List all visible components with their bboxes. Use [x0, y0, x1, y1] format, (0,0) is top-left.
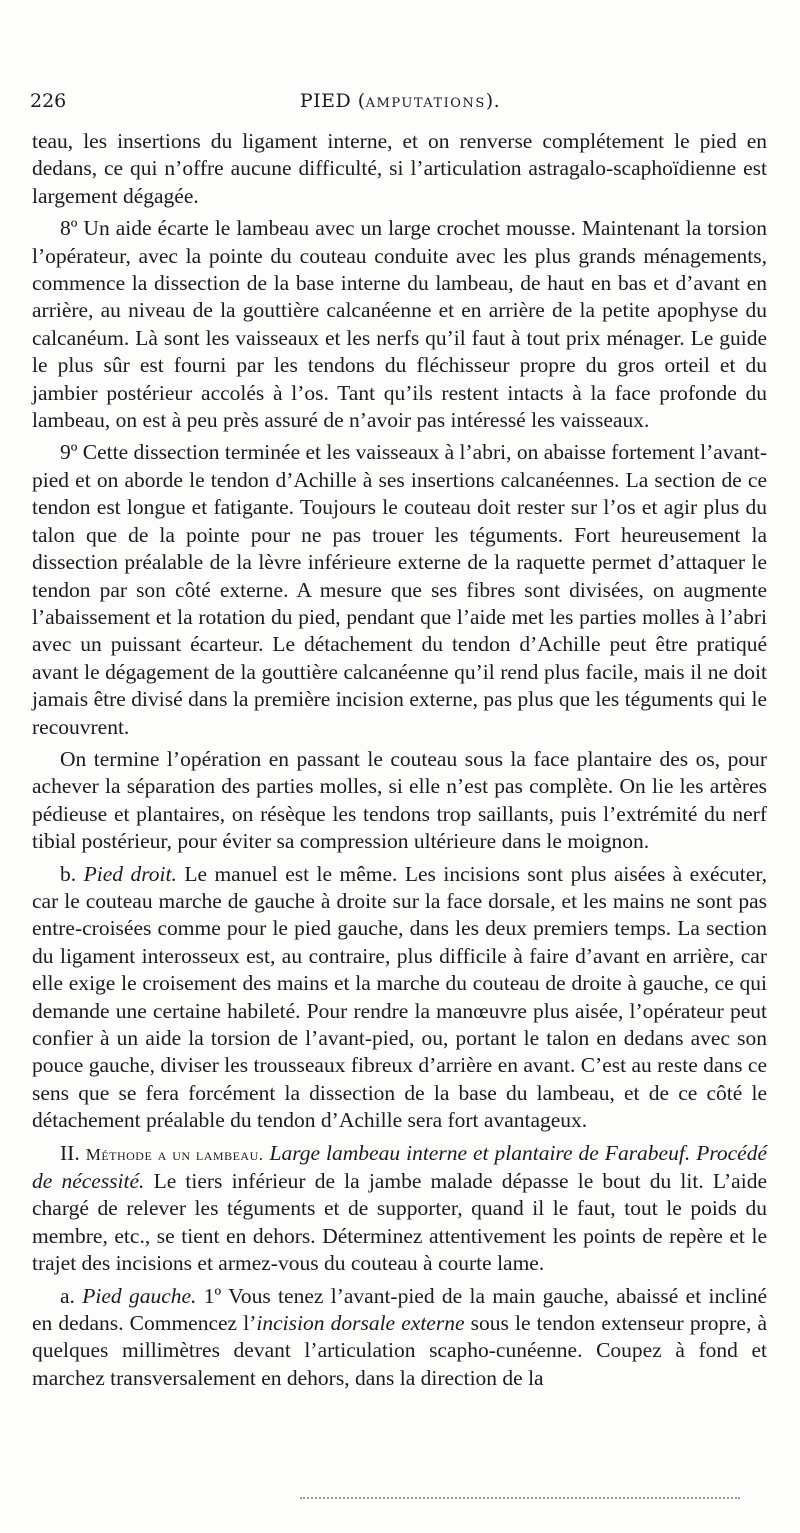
paragraph-continuation: teau, les insertions du ligament interne, et on renverse complétement le pied en dedans, ce qui n’offre aucune difficulté, si l’articulation astragalo-scaphoïdienne est largement dégagée. [32, 129, 767, 208]
running-title-subject: AMPUTATIONS [365, 96, 486, 111]
paragraph-step-9: 9º Cette dissection terminée et les vaisseaux à l’abri, on abaisse fortement l’avant-pied et on aborde le tendon d’Achille à ses insertions calcanéennes. La section de ce tendon est longue et fatigante. Toujours le couteau doit rester sur l’os et agir plus du talon que de la pointe pour ne pas trouer les téguments. Fort heureusement la dissection préalable de la lèvre inférieure externe de la raquette permet d’attaquer le tendon par son côté externe. A mesure que ses fibres sont divisées, on augmente l’abaissement et la rotation du pied, pendant que l’aide met les parties molles à l’abri avec un puissant écarteur. Le détachement du tendon d’Achille peut être pratiqué avant le dégagement de la gouttière calcanéenne qu’il rend plus facile, mais il ne doit jamais être divisé dans la première incision externe, pas plus que les téguments qui le recouvrent. [32, 440, 767, 739]
paragraph-pied-droit [32, 861, 767, 1135]
methode-text: Le tiers inférieur de la jambe malade dépasse le bout du lit. L’aide chargé de relever les téguments et de supporter, quand il le faut, tout le poids du membre, etc., se tient en dehors. Déterminez attentivement les points de repère et le trajet des incisions et armez-vous du couteau à courte lame. [32, 1169, 767, 1276]
pied-droit-text: Le manuel est le même. Les incisions sont plus aisées à exécuter, car le couteau marche de gauche à droite sur la face dorsale, et les mains ne sont pas entre-croisées comme pour le pied gauche, dans les deux premiers temps. La section du ligament interosseux est, au contraire, plus difficile à faire d’avant en arrière, car elle exige le croisement des mains et la marche du couteau de droite à gauche, ce qui demande une certaine habileté. Pour rendre la manœuvre plus aisée, l’opérateur peut confier à un aide la torsion de l’avant-pied, ou, portant le talon en dedans avec son pouce gauche, diviser les trousseaux fibreux d’arrière en avant. C’est au reste dans ce sens que se fera forcément la dissection de la base du lambeau, et de ce côté le détachement préalable du tendon d’Achille sera fort avantageux. [32, 861, 768, 1133]
item-label-b: b. [60, 861, 77, 886]
running-header [30, 90, 770, 120]
method-heading: Méthode a un lambeau. [85, 1144, 264, 1164]
pied-gauche-text-1: 1º Vous tenez l’avant-pied de la main gauche, abaissé et incliné en dedans. Commencez l’ [32, 1283, 768, 1336]
emphasis-incision: incision dorsale externe [256, 1311, 465, 1336]
subheading-pied-gauche: Pied gauche. [82, 1283, 197, 1308]
running-title-end: ). [485, 90, 501, 112]
paragraph-methode-lambeau [32, 1140, 767, 1278]
running-title-main: PIED ( [299, 90, 366, 112]
footer-dotted-rule [300, 1497, 740, 1499]
running-title [30, 90, 770, 112]
paragraph-termination: On termine l’opération en passant le couteau sous la face plantaire des os, pour achever la séparation des parties molles, si elle n’est pas complète. On lie les artères pédieuse et plantaires, on résèque les tendons trop saillants, puis l’extrémité du nerf tibial postérieur, pour éviter sa compression ultérieure dans le moignon. [32, 746, 767, 854]
pied-gauche-text-2: sous le tendon extenseur propre, à quelques millimètres devant l’articulation scapho-cunéenne. Coupez à fond et marchez transversalement en dehors, dans la direction de la [32, 1311, 767, 1390]
item-label-a: a. [60, 1283, 75, 1308]
body-text [32, 128, 767, 1397]
paragraph-step-8: 8º Un aide écarte le lambeau avec un large crochet mousse. Maintenant la torsion l’opérateur, avec la pointe du couteau conduite avec les plus grands ménagements, commence la dissection de la base interne du lambeau, de haut en bas et d’avant en arrière, au niveau de la gouttière calcanéenne et en arrière de la petite apophyse du calcanéum. Là sont les vaisseaux et les nerfs qu’il faut à tout prix ménager. Le guide le plus sûr est fourni par les tendons du fléchisseur propre du gros orteil et du jambier postérieur accolés à l’os. Tant qu’ils restent intacts à la face profonde du lambeau, on est à peu près assuré de n’avoir pas intéressé les vaisseaux. [32, 216, 767, 433]
paragraph-pied-gauche [32, 1283, 767, 1393]
procedure-title: Large lambeau interne et plantaire de Farabeuf. Procédé de nécessité. [32, 1140, 768, 1194]
page-number: 226 [30, 90, 67, 112]
section-label-ii: II. [60, 1140, 80, 1165]
subheading-pied-droit: Pied droit. [83, 861, 177, 886]
